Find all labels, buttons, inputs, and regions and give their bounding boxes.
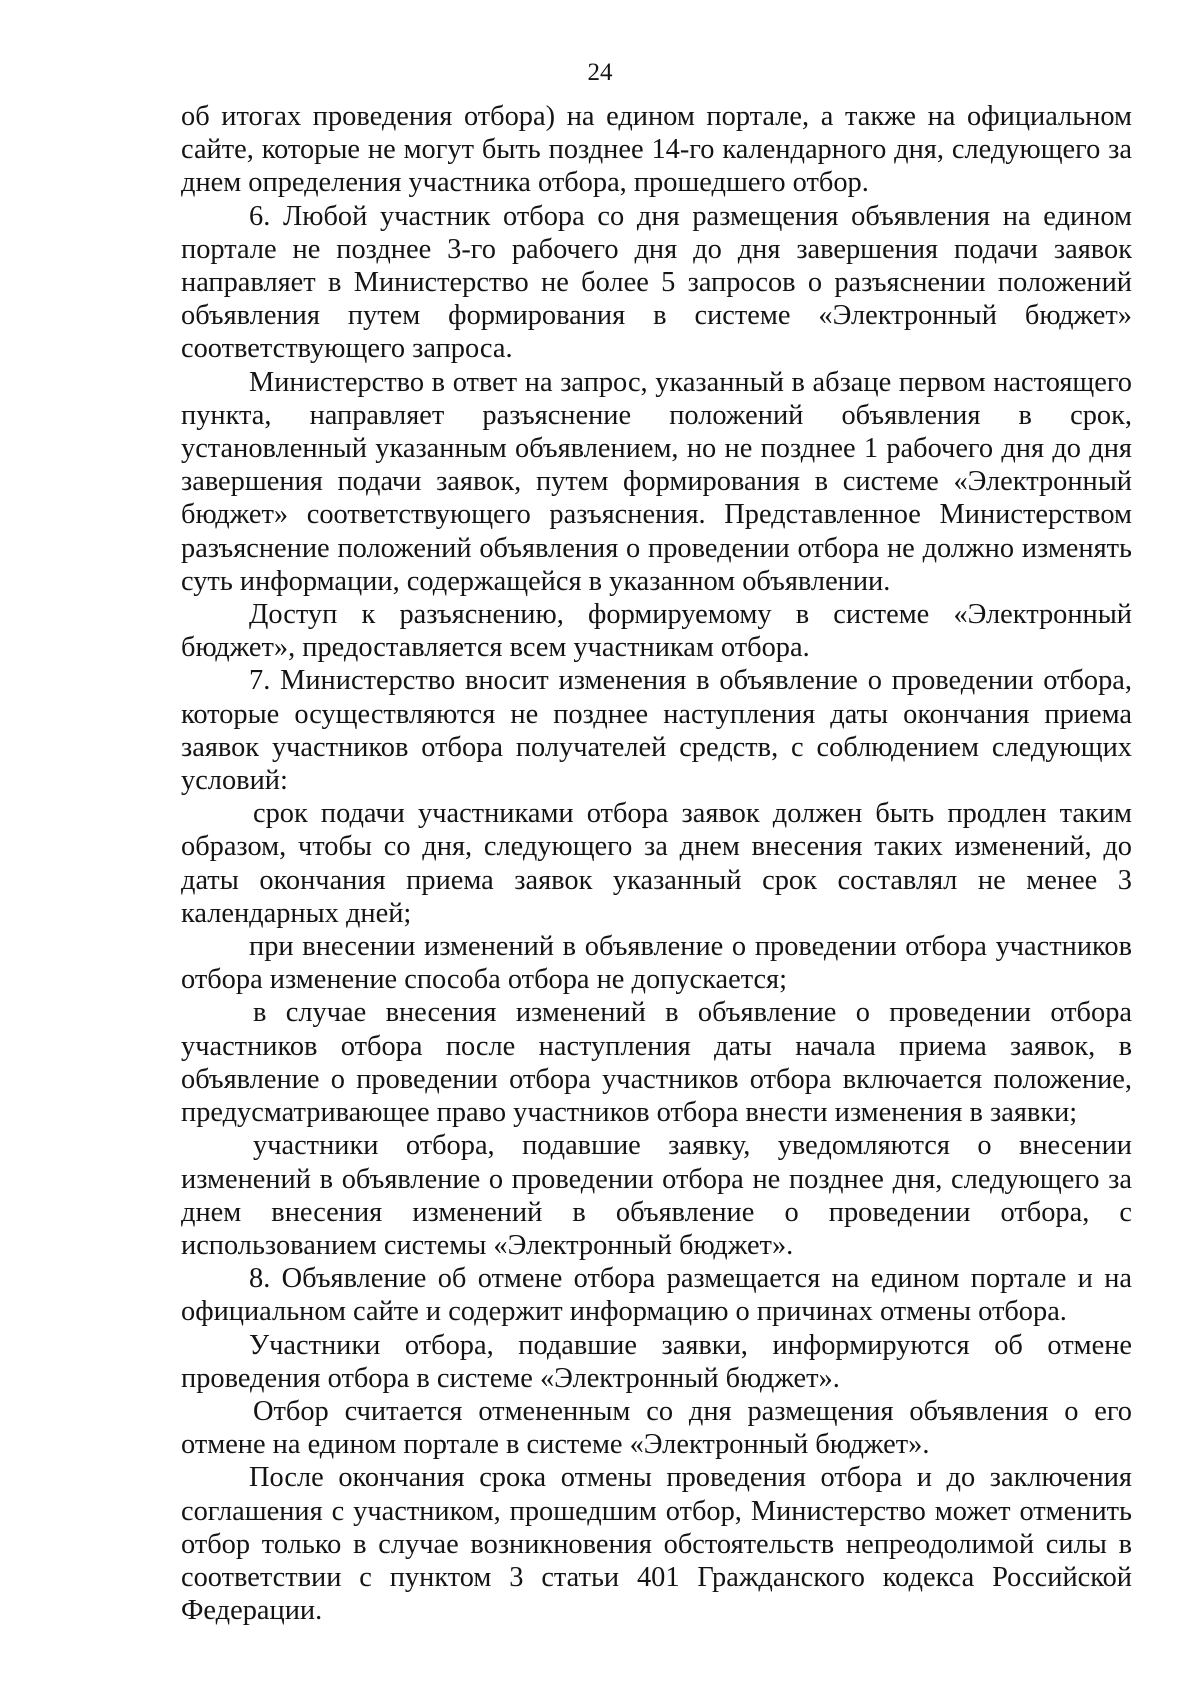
paragraph-item-7: 7. Министерство вносит изменения в объявление о проведении отбора, которые осуществляются не позднее наступления даты окончания приема заявок участников отбора получателей средств, с соблюдением следующих условий: <box>181 665 1132 797</box>
paragraph-ministry-response: Министерство в ответ на запрос, указанный в абзаце первом настоящего пункта, направляет разъяснение положений объявления в срок, установленный указанным объявлением, но не позднее 1 рабочего дня до дня завершения подачи заявок, путем формирования в системе «Электронный бюджет» соответствующего разъяснения. Представленное Министерством разъяснение положений объявления о проведении отбора не должно изменять суть информации, содержащейся в указанном объявлении. <box>181 366 1132 597</box>
paragraph-item-8: 8. Объявление об отмене отбора размещается на едином портале и на официальном сайте и содержит информацию о причинах отмены отбора. <box>181 1263 1132 1328</box>
paragraph-condition-changes: в случае внесения изменений в объявление о проведении отбора участников отбора после наступления даты начала приема заявок, в объявление о проведении отбора участников отбора включается положение, предусматривающее право участников отбора внести изменения в заявки; <box>181 997 1132 1129</box>
paragraph-cancellation-effective: Отбор считается отмененным со дня размещения объявления о его отмене на едином портале в системе «Электронный бюджет». <box>181 1395 1132 1461</box>
paragraph-participants-informed: Участники отбора, подавшие заявки, информируются об отмене проведения отбора в системе «Электронный бюджет». <box>181 1329 1132 1394</box>
document-body <box>181 100 1132 1627</box>
paragraph-condition-notify: участники отбора, подавшие заявку, уведомляются о внесении изменений в объявление о проведении отбора не позднее дня, следующего за днем внесения изменений в объявление о проведении отбора, с использованием системы «Электронный бюджет». <box>181 1130 1132 1261</box>
paragraph-item-6: 6. Любой участник отбора со дня размещения объявления на едином портале не позднее 3-го рабочего дня до дня завершения подачи заявок направляет в Министерство не более 5 запросов о разъяснении положений объявления путем формирования в системе «Электронный бюджет» соответствующего запроса. <box>181 200 1132 365</box>
page-number: 24 <box>587 59 613 86</box>
paragraph-force-majeure: После окончания срока отмены проведения отбора и до заключения соглашения с участником, прошедшим отбор, Министерство может отменить отбор только в случае возникновения обстоятельств непреодолимой силы в соответствии с пунктом 3 статьи 401 Гражданского кодекса Российской Федерации. <box>181 1462 1132 1627</box>
paragraph-continuation: об итогах проведения отбора) на едином портале, а также на официальном сайте, которые не могут быть позднее 14-го календарного дня, следующего за днем определения участника отбора, прошедшего отбор. <box>181 101 1132 199</box>
paragraph-condition-deadline: срок подачи участниками отбора заявок должен быть продлен таким образом, чтобы со дня, следующего за днем внесения таких изменений, до даты окончания приема заявок указанный срок составлял не менее 3 календарных дней; <box>181 798 1132 929</box>
paragraph-access: Доступ к разъяснению, формируемому в системе «Электронный бюджет», предоставляется всем участникам отбора. <box>181 599 1132 664</box>
paragraph-condition-method: при внесении изменений в объявление о проведении отбора участников отбора изменение способа отбора не допускается; <box>181 931 1132 996</box>
